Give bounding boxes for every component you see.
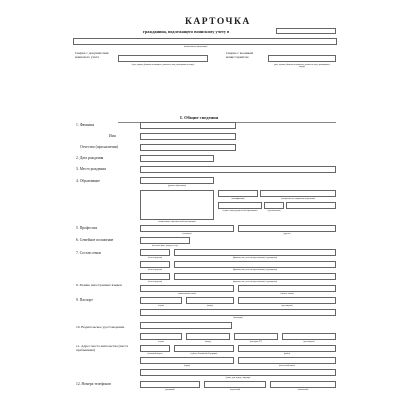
address-label: 11. Адрес места жительства (места пребывания) — [76, 344, 129, 352]
profession-label: 5. Профессия — [76, 226, 98, 230]
language-level-field[interactable] — [238, 285, 336, 292]
sverka-documents-label: Сверка с документами воинского учета — [75, 51, 109, 59]
birth-date-field[interactable] — [140, 155, 214, 162]
family-relation-2-caption: (степень родства) — [147, 269, 163, 271]
street-field[interactable] — [140, 369, 336, 376]
card-subtitle: гражданина, подлежащего воинскому учету в — [143, 29, 230, 34]
passport-issuer-caption: (кем выдан) — [233, 317, 243, 319]
phone-work-caption: (служебный) — [229, 389, 241, 391]
family-person-2-field[interactable] — [174, 261, 336, 268]
profession-other-field[interactable] — [238, 225, 336, 232]
passport-series-field[interactable] — [140, 297, 182, 304]
education-organization-field[interactable] — [140, 190, 214, 220]
region-caption: (субъект Российской Федерации) — [190, 353, 218, 355]
surname-field[interactable] — [140, 122, 236, 129]
license-number-field[interactable] — [186, 333, 230, 340]
phone-home-caption: (домашний) — [165, 389, 175, 391]
specialty-field[interactable] — [260, 190, 336, 197]
sverka-documents-caption: (дата, подпись, фамилия и инициалы, должность лица, проводившего сверку) — [131, 64, 195, 66]
surname-label: 1. Фамилия — [76, 123, 95, 127]
license-label: 10. Водительское удостоверение — [76, 325, 125, 329]
license-series-field[interactable] — [140, 333, 182, 340]
profession-main-caption: (основная) — [182, 233, 192, 235]
graduation-year-field[interactable] — [264, 202, 284, 209]
birth-place-label: 3. Место рождения — [76, 167, 106, 171]
city-field[interactable] — [140, 357, 234, 364]
education-label: 4. Образование — [76, 179, 100, 183]
name-field[interactable] — [140, 133, 236, 140]
qualification-field[interactable] — [218, 190, 258, 197]
passport-date-caption: (дата выдачи) — [281, 305, 293, 307]
family-person-2-caption: (фамилия, имя, отчество (при наличии), год рождения) — [232, 269, 278, 271]
family-relation-1-caption: (степень родства) — [147, 257, 163, 259]
district-caption: (район) — [283, 353, 290, 355]
family-relation-3-caption: (степень родства) — [147, 281, 163, 283]
city-caption: (город) — [184, 365, 190, 367]
education-level-field[interactable] — [140, 177, 214, 184]
organization-caption: (наименование организации) — [184, 46, 208, 48]
street-caption: (улица, дом, корпус, квартира) — [225, 377, 251, 379]
passport-date-field[interactable] — [238, 297, 336, 304]
license-field[interactable] — [140, 322, 232, 329]
license-date-caption: (дата выдачи) — [303, 341, 315, 343]
license-category-field[interactable] — [234, 333, 278, 340]
phone-home-field[interactable] — [140, 381, 200, 388]
patronymic-field[interactable] — [140, 144, 236, 151]
postcode-caption: (почтовый индекс) — [147, 353, 163, 355]
family-relation-1-field[interactable] — [140, 249, 170, 256]
language-name-caption: (наименование языка) — [178, 293, 196, 295]
family-person-3-caption: (фамилия, имя, отчество (при наличии), год рождения) — [232, 281, 278, 283]
birth-date-label: 2. Дата рождения — [76, 156, 104, 160]
passport-issuer-field[interactable] — [140, 309, 336, 316]
qualification-caption: (квалификация) — [231, 198, 245, 200]
passport-series-caption: (серия) — [158, 305, 164, 307]
languages-label: 8. Знание иностранных языков — [76, 283, 122, 287]
phone-mobile-field[interactable] — [270, 381, 336, 388]
diploma-caption: (серия и номер документа об образовании) — [222, 210, 258, 212]
education-level-caption: (уровень образования) — [167, 185, 187, 187]
settlement-caption: (населенный пункт) — [278, 365, 296, 367]
passport-label: 9. Паспорт — [76, 298, 93, 302]
birth-place-field[interactable] — [140, 166, 336, 173]
organization-field[interactable] — [73, 38, 337, 45]
marital-status-field[interactable] — [140, 237, 190, 244]
subtitle-field[interactable] — [276, 28, 336, 34]
family-label: 7. Состав семьи — [76, 251, 101, 255]
graduation-year-caption: (год окончания) — [267, 210, 281, 212]
region-field[interactable] — [174, 345, 234, 352]
language-level-caption: (степень знания) — [280, 293, 294, 295]
specialty-caption: (специальность, направление подготовки) — [281, 198, 315, 200]
license-date-field[interactable] — [282, 333, 336, 340]
patronymic-label: Отчество (при наличии) — [80, 145, 119, 149]
profession-other-caption: (другие) — [283, 233, 291, 235]
name-label: Имя — [109, 134, 116, 138]
license-number-caption: (номер) — [204, 341, 212, 343]
education-organization-caption: (наименование образовательной организации) — [158, 221, 196, 223]
sverka-commissariat-caption: (дата, подпись, фамилия и инициалы, должность лица, проводившего сверку) — [273, 64, 331, 68]
postcode-field[interactable] — [140, 345, 170, 352]
diploma-field[interactable] — [218, 202, 262, 209]
section-general-info-title: I. Общие сведения — [180, 115, 219, 120]
family-relation-3-field[interactable] — [140, 273, 170, 280]
settlement-field[interactable] — [238, 357, 336, 364]
sverka-commissariat-field[interactable] — [268, 55, 336, 62]
family-person-3-field[interactable] — [174, 273, 336, 280]
phones-label: 12. Номера телефонов — [76, 382, 111, 386]
family-person-1-field[interactable] — [174, 249, 336, 256]
marital-status-caption: (состоит в браке, разведен и т.д.) — [151, 245, 179, 247]
education-extra-field[interactable] — [286, 202, 336, 209]
language-name-field[interactable] — [140, 285, 234, 292]
card-title: КАРТОЧКА — [185, 17, 251, 27]
phone-work-field[interactable] — [204, 381, 266, 388]
marital-status-label: 6. Семейное положение — [76, 238, 114, 242]
license-category-caption: (категория ТС) — [250, 341, 262, 343]
district-field[interactable] — [238, 345, 336, 352]
passport-number-field[interactable] — [186, 297, 234, 304]
sverka-documents-field[interactable] — [118, 55, 208, 62]
passport-number-caption: (номер) — [206, 305, 214, 307]
family-relation-2-field[interactable] — [140, 261, 170, 268]
sverka-commissariat-label: Сверка с военным комиссариатом — [226, 51, 254, 59]
profession-main-field[interactable] — [140, 225, 234, 232]
phone-mobile-caption: (мобильный) — [297, 389, 309, 391]
license-series-caption: (серия) — [158, 341, 164, 343]
family-person-1-caption: (фамилия, имя, отчество (при наличии), год рождения) — [232, 257, 278, 259]
